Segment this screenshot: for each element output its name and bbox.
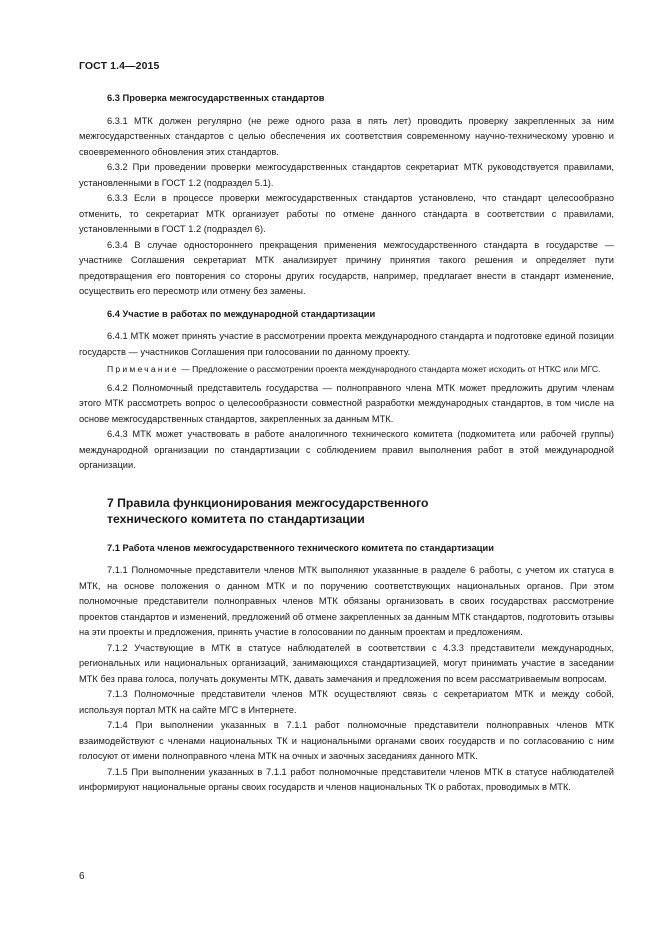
page-content (79, 91, 614, 796)
paragraph-6-3-3: 6.3.3 Если в процессе проверки межгосударственных стандартов установлено, что стандарт целесообразно отменить, то секретариат МТК организует работы по отмене данного стандарта в соответствии с правилами, установленными в ГОСТ 1.2 (подраздел 6). (79, 193, 614, 234)
paragraph-7-1-5: 7.1.5 При выполнении указанных в 7.1.1 работ полномочные представители членов МТК в статусе наблюдателей информируют национальные органы своих государств и членов национальных ТК о работах, проводимых в МТК. (79, 766, 614, 792)
paragraph-6-3-1: 6.3.1 МТК должен регулярно (не реже одного раза в пять лет) проводить проверку закрепленных за ним межгосударственных стандартов с целью обеспечения их соответствия современному научно-техническому уровню и своевременного обновления этих стандартов. (79, 115, 614, 157)
paragraph-6-4-2: 6.4.2 Полномочный представитель государства — полноправного члена МТК может предложить другим членам этого МТК рассмотреть вопрос о целесообразности совместной разработки международных стандартов, в том числе на основе межгосударственных стандартов, закрепленных за данным МТК. (79, 382, 614, 424)
section-title-7-line2: технического комитета по стандартизации (107, 511, 365, 526)
paragraph-7-1-4: 7.1.4 При выполнении указанных в 7.1.1 работ полномочные представители полноправных членов МТК взаимодействуют с членами национальных ТК и национальными органами своих государств и по согласованию с ним голосуют от имени полноправного члена МТК на очных и заочных заседаниях данного МТК. (79, 720, 614, 761)
paragraph-7-1-1: 7.1.1 Полномочные представители членов МТК выполняют указанные в разделе 6 работы, с учетом их статуса в МТК, на основе положения о данном МТК и по поручению соответствующих национальных органов. При этом полномочные представители полноправных членов МТК обязаны организовать в своих государствах рассмотрение проектов стандартов и изменений, предложений об отмене закрепленных за данным МТК стандартов, подготовить отзывы на эти проекты и предложения, принять участие в голосовании по данным проектам и предложениям. (79, 565, 614, 637)
note-text: — Предложение о рассмотрении проекта международного стандарта может исходить от НТКС или МГС. (178, 364, 601, 374)
section-title-7-line1: 7 Правила функционирования межгосударственного (107, 495, 429, 510)
paragraph-7-1-2: 7.1.2 Участвующие в МТК в статусе наблюдателей в соответствии с 4.3.3 представители международных, региональных или национальных организаций, занимающихся стандартизацией, могут принимать участие в заседании МТК без права голоса, получать документы МТК, давать замечания и предложения по всем рассматриваемым вопросам. (79, 642, 614, 684)
subsection-title-6-4: 6.4 Участие в работах по международной стандартизации (107, 308, 376, 319)
paragraph-6-3-2: 6.3.2 При проведении проверки межгосударственных стандартов секретариат МТК руководствуется правилами, установленными в ГОСТ 1.2 (подраздел 5.1). (79, 162, 614, 188)
paragraph-7-1-3: 7.1.3 Полномочные представители членов МТК осуществляют связь с секретариатом МТК и между собой, используя портал МТК на сайте МГС в Интернете. (79, 689, 614, 715)
paragraph-6-3-4: 6.3.4 В случае одностороннего прекращения применения межгосударственного стандарта в государстве — участнике Соглашения секретариат МТК анализирует причину принятия такого решения и определяет пути предотвращения его повторения со стороны других государств, например, предлагает внести в стандарт изменение, осуществить его пересмотр или отмену без замены. (79, 239, 614, 296)
subsection-title-6-3: 6.3 Проверка межгосударственных стандартов (107, 93, 325, 103)
note-label: Примечание (107, 364, 179, 374)
paragraph-6-4-3: 6.4.3 МТК может участвовать в работе аналогичного технического комитета (подкомитета или рабочей группы) международной организации по стандартизации с соблюдением правил выполнения работ в этой международной организации. (79, 429, 614, 470)
subsection-title-7-1: 7.1 Работа членов межгосударственного технического комитета по стандартизации (107, 542, 494, 553)
paragraph-6-4-1: 6.4.1 МТК может принять участие в рассмотрении проекта международного стандарта и подготовке единой позиции государств — участников Соглашения при голосовании по данному проекту. (79, 331, 614, 357)
standard-header: ГОСТ 1.4—2015 (79, 60, 160, 72)
page-number: 6 (79, 871, 85, 882)
section-title-7 (79, 495, 614, 527)
note (79, 363, 614, 377)
